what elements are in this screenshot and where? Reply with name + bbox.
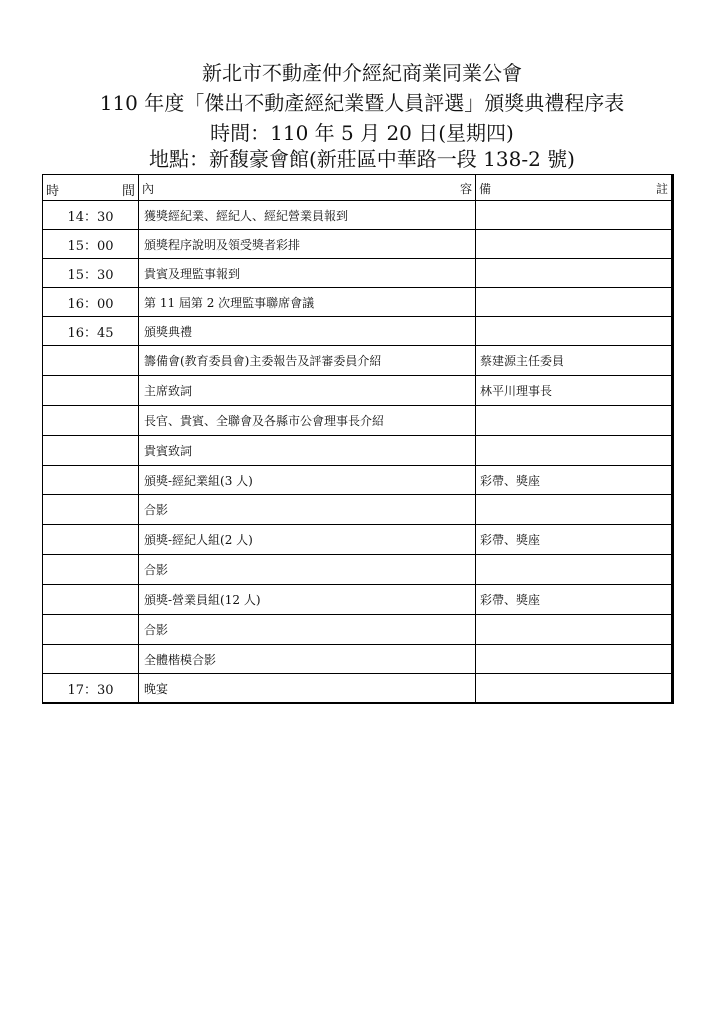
- row-content: 頒獎-營業員組(12 人): [139, 585, 476, 614]
- row-content: 貴賓及理監事報到: [139, 259, 476, 287]
- row-time: [43, 615, 139, 644]
- table-row: [43, 465, 671, 494]
- row-time: [43, 495, 139, 524]
- row-content: 長官、貴賓、全聯會及各縣市公會理事長介紹: [139, 406, 476, 435]
- header-note: [476, 175, 671, 200]
- table-row: [43, 584, 671, 614]
- header-note-char-1: 備: [479, 182, 492, 196]
- header-time: [43, 175, 139, 200]
- row-note: [476, 259, 671, 287]
- row-time: 14：30: [43, 201, 139, 229]
- row-content: 獲獎經紀業、經紀人、經紀營業員報到: [139, 201, 476, 229]
- org-title: 新北市不動產仲介經紀商業同業公會: [202, 61, 522, 85]
- table-row: [43, 554, 671, 584]
- row-content: 第 11 屆第 2 次理監事聯席會議: [139, 288, 476, 316]
- row-content: 合影: [139, 555, 476, 584]
- row-note: [476, 288, 671, 316]
- row-note: [476, 406, 671, 435]
- row-content: 合影: [139, 615, 476, 644]
- program-table: [42, 174, 674, 704]
- table-row: [43, 375, 671, 405]
- row-time: [43, 346, 139, 375]
- row-note: 林平川理事長: [480, 384, 553, 398]
- row-content: 合影: [139, 495, 476, 524]
- row-time: 15：30: [43, 259, 139, 287]
- row-time: [43, 645, 139, 673]
- row-note: 蔡建源主任委員: [480, 354, 565, 368]
- row-content: 頒獎程序說明及領受獎者彩排: [139, 230, 476, 258]
- table-row: [43, 200, 671, 229]
- row-note: [476, 495, 671, 524]
- header-content: [139, 175, 476, 200]
- row-content: 頒獎典禮: [139, 317, 476, 345]
- row-content: 全體楷模合影: [139, 645, 476, 673]
- header-time-char-1: 時: [46, 184, 60, 199]
- table-row: [43, 614, 671, 644]
- row-content: 晚宴: [139, 674, 476, 702]
- table-row: [43, 345, 671, 375]
- table-row: [43, 644, 671, 673]
- row-note: [476, 317, 671, 345]
- row-time: [43, 376, 139, 405]
- row-note: [476, 201, 671, 229]
- row-note: [476, 674, 671, 702]
- row-content: 籌備會(教育委員會)主委報告及評審委員介紹: [139, 346, 476, 375]
- row-content: 主席致詞: [139, 376, 476, 405]
- event-time: 時間：110 年 5 月 20 日(星期四): [210, 121, 514, 145]
- row-time: [43, 466, 139, 494]
- row-time: [43, 406, 139, 435]
- header-time-char-2: 間: [121, 184, 135, 199]
- table-header-row: [43, 175, 671, 200]
- row-time: 15：00: [43, 230, 139, 258]
- table-row: [43, 524, 671, 554]
- table-row: [43, 673, 671, 702]
- row-content: 貴賓致詞: [139, 436, 476, 465]
- table-row: [43, 494, 671, 524]
- row-time: [43, 555, 139, 584]
- row-time: [43, 525, 139, 554]
- row-note: 彩帶、獎座: [480, 593, 541, 607]
- table-row: [43, 435, 671, 465]
- row-time: [43, 436, 139, 465]
- row-time: 16：45: [43, 317, 139, 345]
- row-note: [476, 436, 671, 465]
- row-note: [476, 230, 671, 258]
- row-content: 頒獎-經紀人組(2 人): [139, 525, 476, 554]
- row-time: 16：00: [43, 288, 139, 316]
- table-row: [43, 316, 671, 345]
- header-note-char-2: 註: [655, 182, 668, 196]
- row-note: 彩帶、獎座: [480, 473, 541, 488]
- row-content: 頒獎-經紀業組(3 人): [139, 466, 476, 494]
- row-time: 17：30: [43, 674, 139, 702]
- row-note: [476, 555, 671, 584]
- row-note: [476, 615, 671, 644]
- header-content-char-1: 內: [142, 182, 155, 196]
- table-row: [43, 229, 671, 258]
- document-title: 110 年度「傑出不動產經紀業暨人員評選」頒獎典禮程序表: [99, 91, 625, 115]
- table-row: [43, 258, 671, 287]
- row-time: [43, 585, 139, 614]
- header-content-char-2: 容: [459, 182, 472, 196]
- row-note: [476, 645, 671, 673]
- table-row: [43, 405, 671, 435]
- table-row: [43, 287, 671, 316]
- row-note: 彩帶、獎座: [480, 533, 541, 547]
- event-location: 地點：新馥豪會館(新莊區中華路一段 138-2 號): [149, 147, 575, 171]
